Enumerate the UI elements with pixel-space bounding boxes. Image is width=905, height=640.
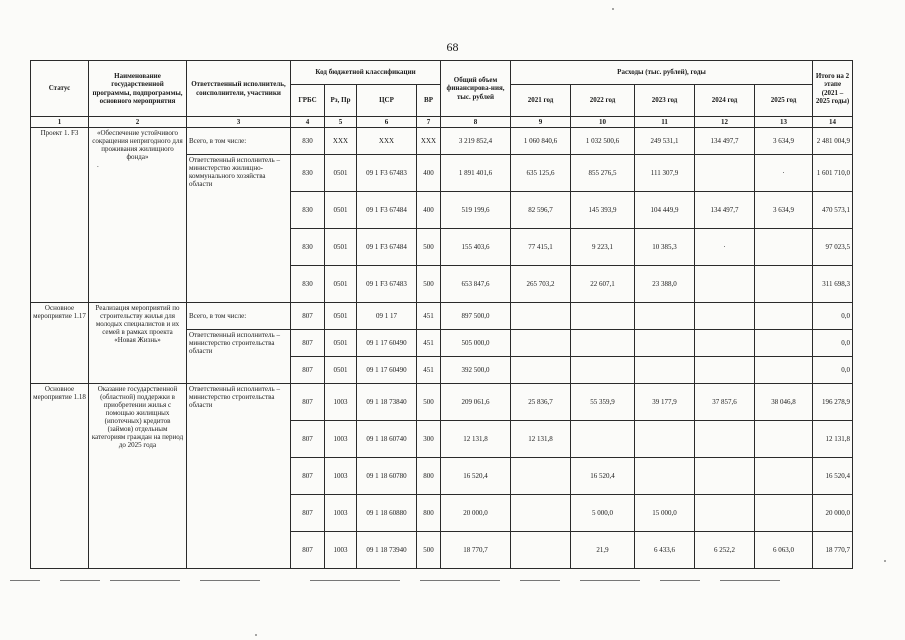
- executor-cell: Ответственный исполнитель – министерство строительства области: [187, 384, 291, 569]
- total-cell: 20 000,0: [441, 495, 511, 532]
- y2021-cell: 77 415,1: [511, 229, 571, 266]
- y2023-cell: 6 433,6: [635, 532, 695, 569]
- y2022-cell: 145 393,9: [571, 192, 635, 229]
- name-text: «Обеспечение устойчивого сокращения непригодного для проживания жилищного фонда»: [92, 129, 183, 162]
- vr-cell: 451: [417, 330, 441, 357]
- grbs-cell: 807: [291, 532, 325, 569]
- name-cell: Оказание государственной (областной) поддержки в приобретении жилья с помощью жилищных (ипотечных) кредитов (займов) отдельным категориям граждан на период до 2025 года: [89, 384, 187, 569]
- col-number: 7: [417, 117, 441, 128]
- header-status: Статус: [31, 61, 89, 117]
- y2024-cell: [695, 155, 755, 192]
- vr-cell: 800: [417, 495, 441, 532]
- y2022-cell: 9 223,1: [571, 229, 635, 266]
- y2023-cell: 104 449,9: [635, 192, 695, 229]
- grbs-cell: 830: [291, 266, 325, 303]
- itog-cell: 0,0: [813, 357, 853, 384]
- scan-speck: [612, 8, 614, 10]
- y2023-cell: 111 307,9: [635, 155, 695, 192]
- vr-cell: 500: [417, 266, 441, 303]
- y2024-cell: 37 857,6: [695, 384, 755, 421]
- y2025-cell: [755, 421, 813, 458]
- executor-cell: Ответственный исполнитель – министерство строительства области: [187, 330, 291, 384]
- vr-cell: 400: [417, 155, 441, 192]
- total-cell: 209 061,6: [441, 384, 511, 421]
- csr-cell: 09 1 17: [357, 303, 417, 330]
- name-cell: Реализация мероприятий по строительству жилья для молодых специалистов и их семей в рамках проекта «Новая Жизнь»: [89, 303, 187, 384]
- grbs-cell: 807: [291, 330, 325, 357]
- y2023-cell: 23 388,0: [635, 266, 695, 303]
- csr-cell: 09 1 17 60490: [357, 330, 417, 357]
- y2021-cell: [511, 303, 571, 330]
- itog-cell: 2 481 004,9: [813, 128, 853, 155]
- header-grbs: ГРБС: [291, 85, 325, 117]
- header-vr: ВР: [417, 85, 441, 117]
- y2021-cell: 1 060 840,6: [511, 128, 571, 155]
- vr-cell: 500: [417, 229, 441, 266]
- y2023-cell: [635, 330, 695, 357]
- executor-cell: Всего, в том числе:: [187, 128, 291, 155]
- rzpr-cell: 0501: [325, 357, 357, 384]
- itog-cell: 18 770,7: [813, 532, 853, 569]
- itog-cell: 97 023,5: [813, 229, 853, 266]
- itog-cell: 470 573,1: [813, 192, 853, 229]
- rzpr-cell: 1003: [325, 458, 357, 495]
- y2021-cell: [511, 495, 571, 532]
- y2024-cell: [695, 357, 755, 384]
- header-csr: ЦСР: [357, 85, 417, 117]
- y2021-cell: 265 703,2: [511, 266, 571, 303]
- name-note: .: [97, 161, 99, 170]
- total-cell: 653 847,6: [441, 266, 511, 303]
- rzpr-cell: 0501: [325, 155, 357, 192]
- csr-cell: 09 1 F3 67484: [357, 192, 417, 229]
- y2024-cell: ·: [695, 229, 755, 266]
- total-cell: 1 891 401,6: [441, 155, 511, 192]
- itog-cell: 12 131,8: [813, 421, 853, 458]
- y2023-cell: 249 531,1: [635, 128, 695, 155]
- col-number: 3: [187, 117, 291, 128]
- y2025-cell: [755, 266, 813, 303]
- y2021-cell: [511, 532, 571, 569]
- csr-cell: 09 1 18 60740: [357, 421, 417, 458]
- y2022-cell: [571, 421, 635, 458]
- y2025-cell: 3 634,9: [755, 128, 813, 155]
- status-cell: Проект 1. F3: [31, 128, 89, 303]
- header-2024: 2024 год: [695, 85, 755, 117]
- col-number: 14: [813, 117, 853, 128]
- y2023-cell: 39 177,9: [635, 384, 695, 421]
- csr-cell: 09 1 F3 67483: [357, 266, 417, 303]
- vr-cell: 500: [417, 532, 441, 569]
- table-header: [31, 61, 853, 128]
- header-rzpr: Рз, Пр: [325, 85, 357, 117]
- total-cell: 12 131,8: [441, 421, 511, 458]
- status-cell: Основное мероприятие 1.18: [31, 384, 89, 569]
- header-kbk: Код бюджетной классификации: [291, 61, 441, 85]
- y2022-cell: 55 359,9: [571, 384, 635, 421]
- y2022-cell: 5 000,0: [571, 495, 635, 532]
- total-cell: 519 199,6: [441, 192, 511, 229]
- vr-cell: 800: [417, 458, 441, 495]
- column-number-row: [31, 117, 853, 128]
- csr-cell: 09 1 17 60490: [357, 357, 417, 384]
- y2024-cell: [695, 458, 755, 495]
- y2022-cell: [571, 357, 635, 384]
- csr-cell: 09 1 18 60880: [357, 495, 417, 532]
- y2023-cell: [635, 421, 695, 458]
- col-number: 9: [511, 117, 571, 128]
- rzpr-cell: 0501: [325, 266, 357, 303]
- itog-cell: 16 520,4: [813, 458, 853, 495]
- rzpr-cell: XXX: [325, 128, 357, 155]
- y2024-cell: [695, 330, 755, 357]
- grbs-cell: 830: [291, 128, 325, 155]
- grbs-cell: 830: [291, 155, 325, 192]
- y2022-cell: 22 607,1: [571, 266, 635, 303]
- y2024-cell: [695, 421, 755, 458]
- y2025-cell: [755, 229, 813, 266]
- y2021-cell: 82 596,7: [511, 192, 571, 229]
- col-number: 1: [31, 117, 89, 128]
- y2023-cell: [635, 458, 695, 495]
- csr-cell: 09 1 F3 67483: [357, 155, 417, 192]
- csr-cell: 09 1 F3 67484: [357, 229, 417, 266]
- y2022-cell: 16 520,4: [571, 458, 635, 495]
- y2025-cell: [755, 303, 813, 330]
- y2021-cell: 635 125,6: [511, 155, 571, 192]
- y2024-cell: [695, 266, 755, 303]
- total-cell: 505 000,0: [441, 330, 511, 357]
- rzpr-cell: 0501: [325, 192, 357, 229]
- vr-cell: 500: [417, 384, 441, 421]
- itog-cell: 196 278,9: [813, 384, 853, 421]
- csr-cell: 09 1 18 60780: [357, 458, 417, 495]
- header-expenses: Расходы (тыс. рублей), годы: [511, 61, 813, 85]
- total-cell: 3 219 852,4: [441, 128, 511, 155]
- table-body: [31, 128, 853, 569]
- grbs-cell: 830: [291, 192, 325, 229]
- rzpr-cell: 0501: [325, 303, 357, 330]
- vr-cell: 451: [417, 357, 441, 384]
- y2025-cell: ·: [755, 155, 813, 192]
- executor-cell: Ответственный исполнитель – министерство жилищно-коммунального хозяйства области: [187, 155, 291, 303]
- vr-cell: 400: [417, 192, 441, 229]
- y2024-cell: 6 252,2: [695, 532, 755, 569]
- total-cell: 155 403,6: [441, 229, 511, 266]
- name-cell: [89, 128, 187, 303]
- y2022-cell: [571, 303, 635, 330]
- total-cell: 897 500,0: [441, 303, 511, 330]
- header-2025: 2025 год: [755, 85, 813, 117]
- header-itog: Итого на 2 этапе (2021 – 2025 годы): [813, 61, 853, 117]
- itog-cell: 311 698,3: [813, 266, 853, 303]
- y2023-cell: [635, 357, 695, 384]
- col-number: 10: [571, 117, 635, 128]
- executor-cell: Всего, в том числе:: [187, 303, 291, 330]
- y2022-cell: [571, 330, 635, 357]
- scan-speck: [884, 560, 886, 562]
- rzpr-cell: 1003: [325, 384, 357, 421]
- y2023-cell: 10 385,3: [635, 229, 695, 266]
- header-total-fin: Общий объем финансирова-ния, тыс. рублей: [441, 61, 511, 117]
- y2025-cell: [755, 458, 813, 495]
- col-number: 13: [755, 117, 813, 128]
- total-cell: 16 520,4: [441, 458, 511, 495]
- total-cell: 392 500,0: [441, 357, 511, 384]
- grbs-cell: 807: [291, 458, 325, 495]
- table-row: [31, 303, 853, 330]
- vr-cell: 300: [417, 421, 441, 458]
- col-number: 12: [695, 117, 755, 128]
- y2025-cell: [755, 330, 813, 357]
- header-2023: 2023 год: [635, 85, 695, 117]
- y2025-cell: 3 634,9: [755, 192, 813, 229]
- y2022-cell: 1 032 500,6: [571, 128, 635, 155]
- y2021-cell: 25 836,7: [511, 384, 571, 421]
- csr-cell: XXX: [357, 128, 417, 155]
- y2025-cell: [755, 357, 813, 384]
- vr-cell: 451: [417, 303, 441, 330]
- status-cell: Основное мероприятие 1.17: [31, 303, 89, 384]
- y2023-cell: [635, 303, 695, 330]
- itog-cell: 0,0: [813, 330, 853, 357]
- table-row: [31, 384, 853, 421]
- y2025-cell: 38 046,8: [755, 384, 813, 421]
- y2023-cell: 15 000,0: [635, 495, 695, 532]
- itog-cell: 0,0: [813, 303, 853, 330]
- rzpr-cell: 1003: [325, 421, 357, 458]
- col-number: 11: [635, 117, 695, 128]
- y2021-cell: 12 131,8: [511, 421, 571, 458]
- vr-cell: XXX: [417, 128, 441, 155]
- col-number: 2: [89, 117, 187, 128]
- header-2021: 2021 год: [511, 85, 571, 117]
- rzpr-cell: 1003: [325, 495, 357, 532]
- grbs-cell: 807: [291, 421, 325, 458]
- col-number: 4: [291, 117, 325, 128]
- itog-cell: 20 000,0: [813, 495, 853, 532]
- header-executor: Ответственный исполнитель, соисполнители, участники: [187, 61, 291, 117]
- y2021-cell: [511, 458, 571, 495]
- budget-table: [30, 60, 853, 569]
- y2024-cell: 134 497,7: [695, 192, 755, 229]
- y2021-cell: [511, 357, 571, 384]
- rzpr-cell: 0501: [325, 330, 357, 357]
- y2025-cell: 6 063,0: [755, 532, 813, 569]
- scan-artifact-line: [0, 578, 905, 584]
- rzpr-cell: 1003: [325, 532, 357, 569]
- y2022-cell: 21,9: [571, 532, 635, 569]
- scan-speck: [255, 634, 257, 636]
- header-2022: 2022 год: [571, 85, 635, 117]
- col-number: 5: [325, 117, 357, 128]
- y2022-cell: 855 276,5: [571, 155, 635, 192]
- col-number: 6: [357, 117, 417, 128]
- grbs-cell: 807: [291, 495, 325, 532]
- page-number: 68: [446, 40, 459, 54]
- header-name: Наименование государственной программы, подпрограммы, основного мероприятия: [89, 61, 187, 117]
- y2024-cell: 134 497,7: [695, 128, 755, 155]
- grbs-cell: 830: [291, 229, 325, 266]
- csr-cell: 09 1 18 73840: [357, 384, 417, 421]
- grbs-cell: 807: [291, 384, 325, 421]
- itog-cell: 1 601 710,0: [813, 155, 853, 192]
- y2024-cell: [695, 303, 755, 330]
- grbs-cell: 807: [291, 303, 325, 330]
- y2025-cell: [755, 495, 813, 532]
- grbs-cell: 807: [291, 357, 325, 384]
- table-row: [31, 128, 853, 155]
- total-cell: 18 770,7: [441, 532, 511, 569]
- rzpr-cell: 0501: [325, 229, 357, 266]
- col-number: 8: [441, 117, 511, 128]
- csr-cell: 09 1 18 73940: [357, 532, 417, 569]
- y2024-cell: [695, 495, 755, 532]
- y2021-cell: [511, 330, 571, 357]
